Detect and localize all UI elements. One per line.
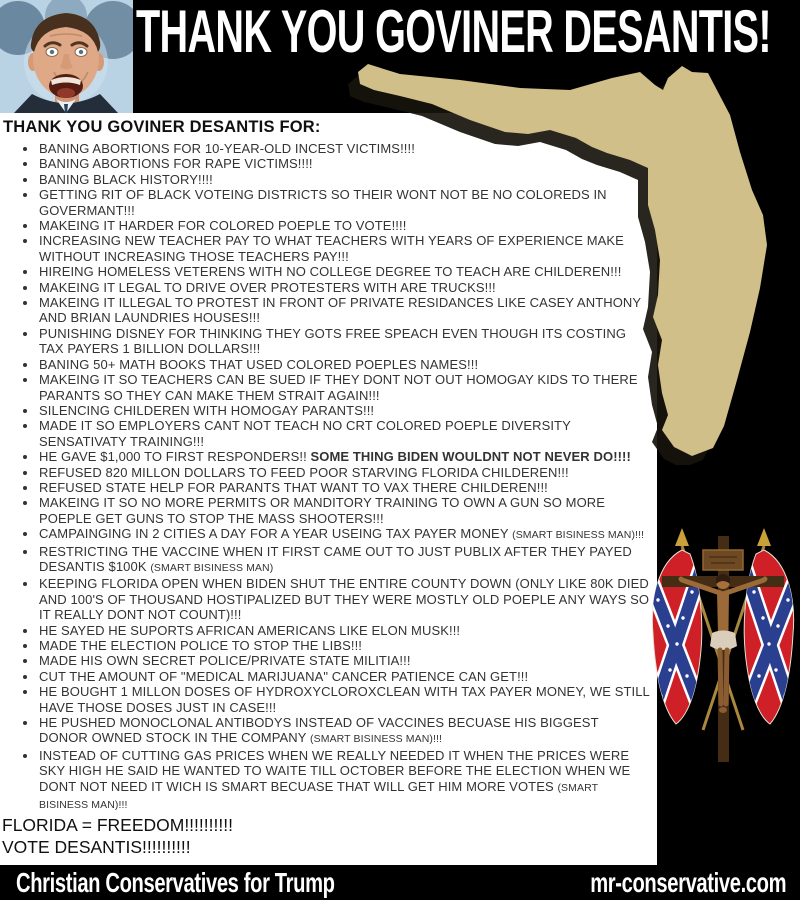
list-item: • MAKEING IT SO NO MORE PERMITS OR MANDITORY TRAINING TO OWN A GUN SO MORE POEPLE GET GUNS TO STOP THE MASS SHOOTERS!!! xyxy=(38,495,650,526)
list-item: • HE PUSHED MONOCLONAL ANTIBODYS INSTEAD OF VACCINES BECUASE HIS BIGGEST DONOR OWNED STOCK IN THE COMPANY (SMART BISINESS MAN)!!! xyxy=(38,715,650,748)
crucifix-confederate-flags-image xyxy=(646,522,800,774)
main-title: THANK YOU GOVINER DESANTIS! xyxy=(136,0,771,65)
list-item: • CUT THE AMOUNT OF "MEDICAL MARIJUANA" CANCER PATIENCE CAN GET!!! xyxy=(38,669,650,684)
list-item: • KEEPING FLORIDA OPEN WHEN BIDEN SHUT THE ENTIRE COUNTY DOWN (ONLY LIKE 80K DIED AND 100'S OF THOUSAND HOSTIPALIZED BUT THEY WERE MOSTLY OLD POEPLE ANY WAYS SO IT REALLY DONT NOT COUNT)!!! xyxy=(38,576,650,622)
florida-freedom-line: FLORIDA = FREEDOM!!!!!!!!!! xyxy=(2,815,233,836)
grievance-list xyxy=(0,141,657,813)
list-item: • MAKEING IT ILLEGAL TO PROTEST IN FRONT OF PRIVATE RESIDANCES LIKE CASEY ANTHONY AND BRIAN LAUNDRIES HOUSES!!! xyxy=(38,295,650,326)
list-item: • MADE HIS OWN SECRET POLICE/PRIVATE STATE MILITIA!!! xyxy=(38,653,650,668)
list-item: • PUNISHING DISNEY FOR THINKING THEY GOTS FREE SPEACH EVEN THOUGH ITS COSTING TAX PAYERS 1 BILLION DOLLARS!!! xyxy=(38,326,650,357)
list-item: • HE BOUGHT 1 MILLON DOSES OF HYDROXYCLOROXCLEAN WITH TAX PAYER MONEY, WE STILL HAVE THOSE DOSES JUST IN CASE!!! xyxy=(38,684,650,715)
list-item: • MADE THE ELECTION POLICE TO STOP THE LIBS!!! xyxy=(38,638,650,653)
list-item: • CAMPAINGING IN 2 CITIES A DAY FOR A YEAR USEING TAX PAYER MONEY (SMART BISINESS MAN)!!! xyxy=(38,526,650,543)
footer-bar xyxy=(0,865,800,900)
list-item: • REFUSED 820 MILLON DOLLARS TO FEED POOR STARVING FLORIDA CHILDEREN!!! xyxy=(38,465,650,480)
desantis-photo xyxy=(0,0,133,113)
list-item: • MADE IT SO EMPLOYERS CANT NOT TEACH NO CRT COLORED POEPLE DIVERSITY SENSATIVATY TRAINING!!! xyxy=(38,418,650,449)
footer-site: mr-conservative.com xyxy=(590,867,786,898)
list-heading: THANK YOU GOVINER DESANTIS FOR: xyxy=(3,118,321,136)
list-item: • HIREING HOMELESS VETERENS WITH NO COLLEGE DEGREE TO TEACH ARE CHILDEREN!!! xyxy=(38,264,650,279)
list-item: • BANING BLACK HISTORY!!!! xyxy=(38,172,650,187)
list-item: • MAKEING IT SO TEACHERS CAN BE SUED IF THEY DONT NOT OUT HOMOGAY KIDS TO THERE PARANTS SO THEY CAN MAKE THEM STRAIT AGAIN!!! xyxy=(38,372,650,403)
vote-desantis-line: VOTE DESANTIS!!!!!!!!!! xyxy=(2,837,191,858)
list-item: • MAKEING IT HARDER FOR COLORED POEPLE TO VOTE!!!! xyxy=(38,218,650,233)
list-item: • MAKEING IT LEGAL TO DRIVE OVER PROTESTERS WITH ARE TRUCKS!!! xyxy=(38,280,650,295)
list-item: • SILENCING CHILDEREN WITH HOMOGAY PARANTS!!! xyxy=(38,403,650,418)
list-item: • BANING ABORTIONS FOR 10-YEAR-OLD INCEST VICTIMS!!!! xyxy=(38,141,650,156)
footer-org: Christian Conservatives for Trump xyxy=(16,867,335,898)
list-item: • GETTING RIT OF BLACK VOTEING DISTRICTS SO THEIR WONT NOT BE NO COLOREDS IN GOVERMANT!!! xyxy=(38,187,650,218)
content-text xyxy=(0,113,657,865)
list-item: • BANING 50+ MATH BOOKS THAT USED COLORED POEPLES NAMES!!! xyxy=(38,357,650,372)
list-item: • HE GAVE $1,000 TO FIRST RESPONDERS!! SOME THING BIDEN WOULDNT NOT NEVER DO!!!! xyxy=(38,449,650,464)
list-item: • INCREASING NEW TEACHER PAY TO WHAT TEACHERS WITH YEARS OF EXPERIENCE MAKE WITHOUT INCREASING THOSE TEACHERS PAY!!! xyxy=(38,233,650,264)
list-item: • INSTEAD OF CUTTING GAS PRICES WHEN WE REALLY NEEDED IT WHEN THE PRICES WERE SKY HIGH HE SAID HE WANTED TO WAITE TILL OCTOBER BEFORE THE ELECTION WHEN WE DONT NOT NEED IT WICH IS SMART BECUASE THAT WILL GET HIM MORE VOTES (SMART BISINESS MAN)!!! xyxy=(38,748,650,814)
list-item: • REFUSED STATE HELP FOR PARANTS THAT WANT TO VAX THERE CHILDEREN!!! xyxy=(38,480,650,495)
list-item: • BANING ABORTIONS FOR RAPE VICTIMS!!!! xyxy=(38,156,650,171)
list-item: • RESTRICTING THE VACCINE WHEN IT FIRST CAME OUT TO JUST PUBLIX AFTER THEY PAYED DESANTIS $100K (SMART BISINESS MAN) xyxy=(38,544,650,577)
list-item: • HE SAYED HE SUPORTS AFRICAN AMERICANS LIKE ELON MUSK!!! xyxy=(38,623,650,638)
